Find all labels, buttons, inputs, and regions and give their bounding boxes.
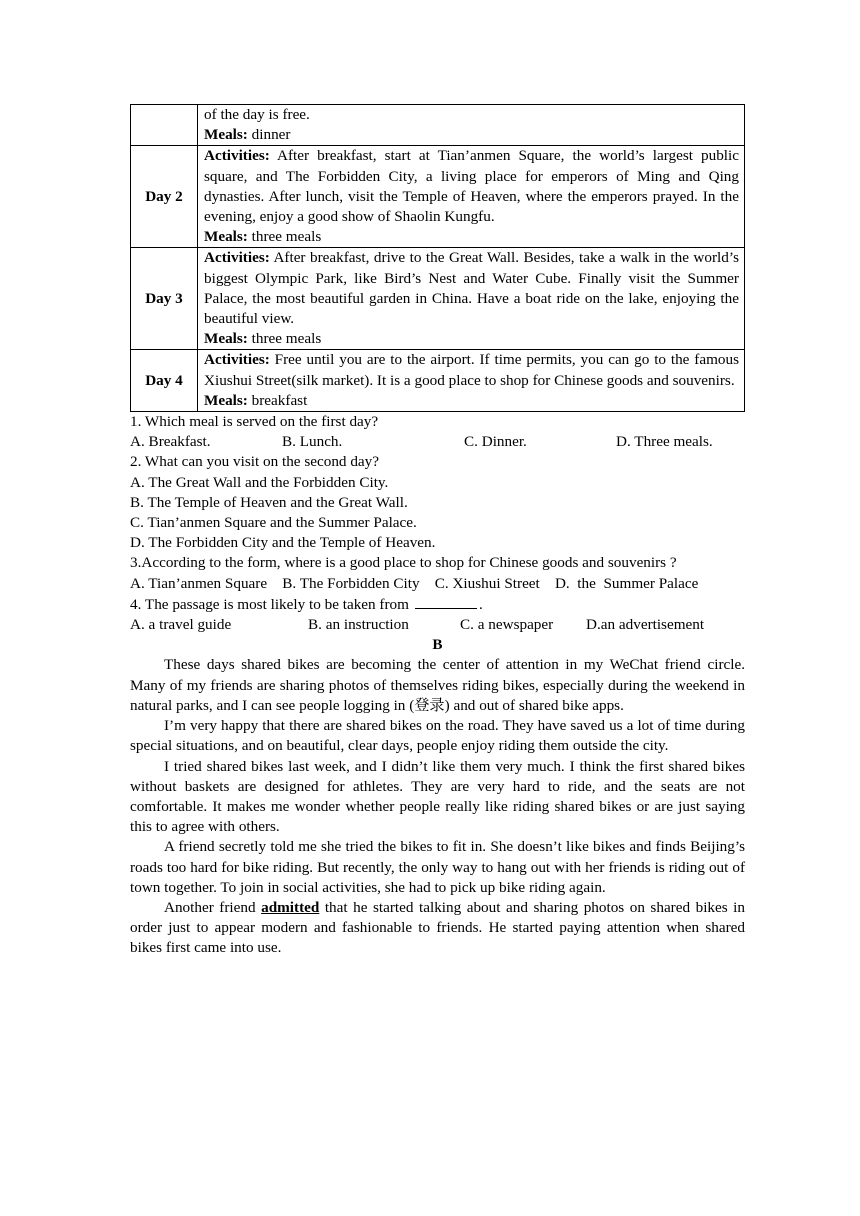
day-cell-empty <box>131 105 198 146</box>
meals-label: Meals: <box>204 228 248 246</box>
details-cell <box>198 350 745 412</box>
activities-value: After breakfast, drive to the Great Wall. Besides, take a walk in the world’s biggest Olympic Park, like Bird’s Nest and Water Cube. Finally visit the Summer Palace, the most beautiful garden in China. Have a boat ride on the lake, enjoying the beautiful view. <box>204 249 739 328</box>
option-b: B. an instruction <box>308 616 409 634</box>
option-c: C. Tian’anmen Square and the Summer Palace. <box>130 514 417 532</box>
activities-text <box>204 350 739 390</box>
question-text: 1. Which meal is served on the first day? <box>130 413 379 431</box>
underlined-word: admitted <box>261 898 320 916</box>
paragraph-text: Another friend <box>164 898 262 916</box>
paragraph-4: A friend secretly told me she tried the bikes to fit in. She doesn’t like bikes and finds Beijing’s roads too hard for bike riding. But recently, the only way to hang out with her friends is riding out of town together. To join in social activities, she had to pick up bike riding again. <box>130 838 745 896</box>
meals-label: Meals: <box>204 330 248 348</box>
day-label: Day 2 <box>131 146 198 248</box>
option-c: C. Dinner. <box>464 433 527 451</box>
day-label: Day 4 <box>131 350 198 412</box>
meals-value: breakfast <box>247 391 308 409</box>
option-a: A. a travel guide <box>130 616 232 634</box>
details-text: of the day is free. <box>204 106 310 123</box>
table-row-day4 <box>131 350 745 412</box>
question-text: 2. What can you visit on the second day? <box>130 453 379 471</box>
table-row-day3 <box>131 248 745 350</box>
meals-value: three meals <box>247 228 322 246</box>
answer-blank[interactable] <box>415 594 477 609</box>
itinerary-table <box>130 104 745 412</box>
question-4 <box>130 594 745 635</box>
options-text: A. Tian’anmen Square B. The Forbidden City C. Xiushui Street D. the Summer Palace <box>130 574 699 592</box>
details-cell <box>198 105 745 146</box>
meals-line <box>204 227 739 247</box>
activities-value: Free until you are to the airport. If time permits, you can go to the famous Xiushui Street(silk market). It is a good place to shop for Chinese goods and souvenirs. <box>204 351 739 389</box>
option-c: C. a newspaper <box>460 616 554 634</box>
options-row <box>130 615 745 635</box>
meals-value: three meals <box>247 330 322 348</box>
question-text: 4. The passage is most likely to be taken from <box>130 595 409 613</box>
document-page <box>130 104 745 959</box>
paragraph-3: I tried shared bikes last week, and I didn’t like them very much. I think the first shared bikes without baskets are designed for athletes. They are very hard to ride, and the seats are not comfortable. It makes me wonder whether people really like riding shared bikes or are just saying this to agree with others. <box>130 757 745 836</box>
section-heading: B <box>432 636 443 654</box>
meals-label: Meals: <box>204 391 248 409</box>
option-d: D. The Forbidden City and the Temple of Heaven. <box>130 534 436 552</box>
option-d: D.an advertisement <box>586 616 705 634</box>
day-label: Day 3 <box>131 248 198 350</box>
question-3 <box>130 553 745 593</box>
details-cell <box>198 248 745 350</box>
meals-line <box>204 329 739 349</box>
table-row-day2 <box>131 146 745 248</box>
activities-value: After breakfast, start at Tian’anmen Square, the world’s largest public square, and The Forbidden City, a living place for emperors of Ming and Qing dynasties. After lunch, visit the Temple of Heaven, where the emperors prayed. In the evening, enjoy a good show of Shaolin Kungfu. <box>204 147 739 226</box>
paragraph-1: These days shared bikes are becoming the center of attention in my WeChat friend circle. Many of my friends are sharing photos of themselves riding bikes, especially during the weekend in natural parks, and I can see people logging in (登录) and out of shared bike apps. <box>130 656 745 714</box>
question-1 <box>130 412 745 452</box>
option-d: D. Three meals. <box>616 433 713 451</box>
meals-label: Meals: <box>204 126 248 144</box>
activities-text <box>204 146 739 227</box>
activities-label: Activities: <box>204 249 270 267</box>
paragraph-2: I’m very happy that there are shared bikes on the road. They have saved us a lot of time during special situations, and on beautiful, clear days, people enjoy riding them outside the city. <box>130 717 745 755</box>
paragraph-text: that he started talking about and sharing photos on shared bikes in order just to appear modern and fashionable to friends. He started paying attention when shared bikes first came into use. <box>130 898 746 957</box>
activities-label: Activities: <box>204 147 270 165</box>
activities-text <box>204 248 739 329</box>
activities-label: Activities: <box>204 351 270 369</box>
option-b: B. Lunch. <box>282 433 343 451</box>
question-line <box>130 594 745 615</box>
meals-value: dinner <box>247 126 291 144</box>
question-end: . <box>478 595 483 613</box>
options-row <box>130 432 745 452</box>
option-a: A. Breakfast. <box>130 433 211 451</box>
paragraph-5 <box>130 898 745 959</box>
question-text: 3.According to the form, where is a good place to shop for Chinese goods and souvenirs ? <box>130 554 677 572</box>
meals-line <box>204 125 739 145</box>
details-cell <box>198 146 745 248</box>
question-2 <box>130 452 745 553</box>
option-b: B. The Temple of Heaven and the Great Wall. <box>130 493 408 511</box>
meals-line <box>204 391 739 411</box>
table-row-day1-end <box>131 105 745 146</box>
option-a: A. The Great Wall and the Forbidden City. <box>130 473 389 491</box>
